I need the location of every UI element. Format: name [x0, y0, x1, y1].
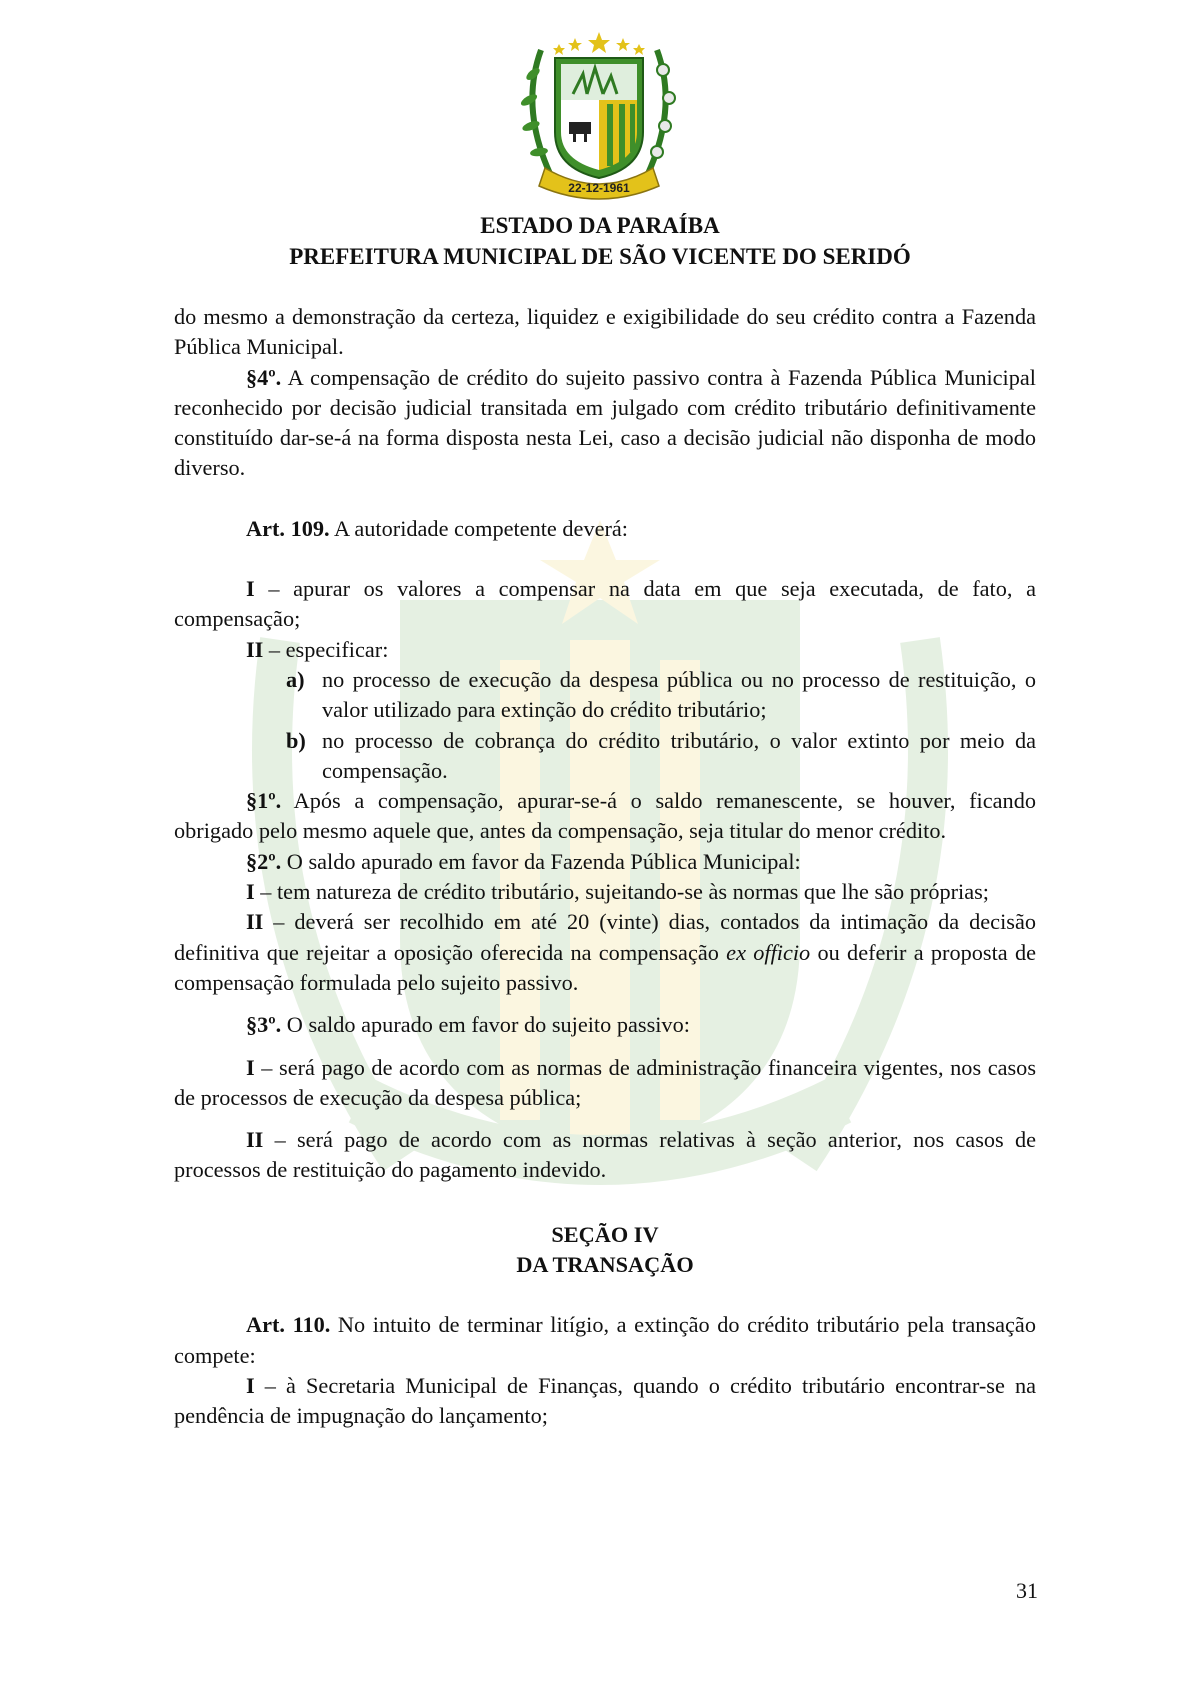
- s3-item-ii: II – será pago de acordo com as normas relativas à seção anterior, nos casos de processos de restituição do pagamento indevido.: [174, 1127, 1036, 1183]
- art109-label: Art. 109.: [246, 515, 330, 541]
- paragraph-s2: §2º. O saldo apurado em favor da Fazenda Pública Municipal:: [246, 848, 801, 874]
- page-number: 31: [1016, 1578, 1038, 1603]
- section-title-number: SEÇÃO IV: [551, 1221, 659, 1247]
- article-110: Art. 110. No intuito de terminar litígio, a extinção do crédito tributário pela transação compete:: [174, 1312, 1036, 1368]
- art109-item-ii: II – especificar:: [246, 636, 389, 662]
- s2-item-i: I – tem natureza de crédito tributário, sujeitando-se às normas que lhe são próprias;: [246, 879, 990, 905]
- s2-item-ii: II – deverá ser recolhido em até 20 (vinte) dias, contados da intimação da decisão definitiva que rejeitar a oposição oferecida na compensação ex officio ou deferir a proposta de compensação formulada pelo sujeito passivo.: [174, 909, 1037, 995]
- art110-item-i: I – à Secretaria Municipal de Finanças, quando o crédito tributário encontrar-se na pendência de impugnação do lançamento;: [174, 1372, 1036, 1429]
- art109-subitem-a: a) no processo de execução da despesa pública ou no processo de restituição, o valor utilizado para extinção do crédito tributário;: [286, 666, 1036, 723]
- paragraph-continuation: do mesmo a demonstração da certeza, liquidez e exigibilidade do seu crédito contra a Fazenda Pública Municipal.: [174, 304, 1036, 360]
- art109-item-i: I – apurar os valores a compensar na data em que seja executada, de fato, a compensação;: [174, 576, 1036, 632]
- s4-label: §4º.: [246, 364, 282, 390]
- paragraph-s1: §1º. Após a compensação, apurar-se-á o saldo remanescente, se houver, ficando obrigado pelo mesmo aquele que, antes da compensação, seja titular do menor crédito.: [174, 788, 1036, 844]
- art109-subitem-b: b) no processo de cobrança do crédito tributário, o valor extinto por meio da compensação.: [286, 727, 1036, 783]
- header-municipality: PREFEITURA MUNICIPAL DE SÃO VICENTE DO SERIDÓ: [289, 244, 911, 269]
- municipal-crest-logo: [513, 30, 685, 202]
- crest-date: 22-12-1961: [568, 181, 630, 195]
- s3-item-i: I – será pago de acordo com as normas de administração financeira vigentes, nos casos de processos de execução da despesa pública;: [174, 1054, 1036, 1110]
- section-title-name: DA TRANSAÇÃO: [516, 1252, 694, 1278]
- header-state: ESTADO DA PARAÍBA: [480, 213, 720, 238]
- paragraph-s4: §4º. A compensação de crédito do sujeito passivo contra à Fazenda Pública Municipal reconhecido por decisão judicial transitada em julgado com crédito tributário definitivamente constituído dar-se-á na forma disposta nesta Lei, caso a decisão judicial não disponha de modo diverso.: [174, 364, 1036, 481]
- paragraph-s3: §3º. O saldo apurado em favor do sujeito passivo:: [246, 1012, 690, 1038]
- document-body: [174, 302, 1036, 1432]
- article-109: Art. 109. A autoridade competente deverá:: [246, 515, 628, 541]
